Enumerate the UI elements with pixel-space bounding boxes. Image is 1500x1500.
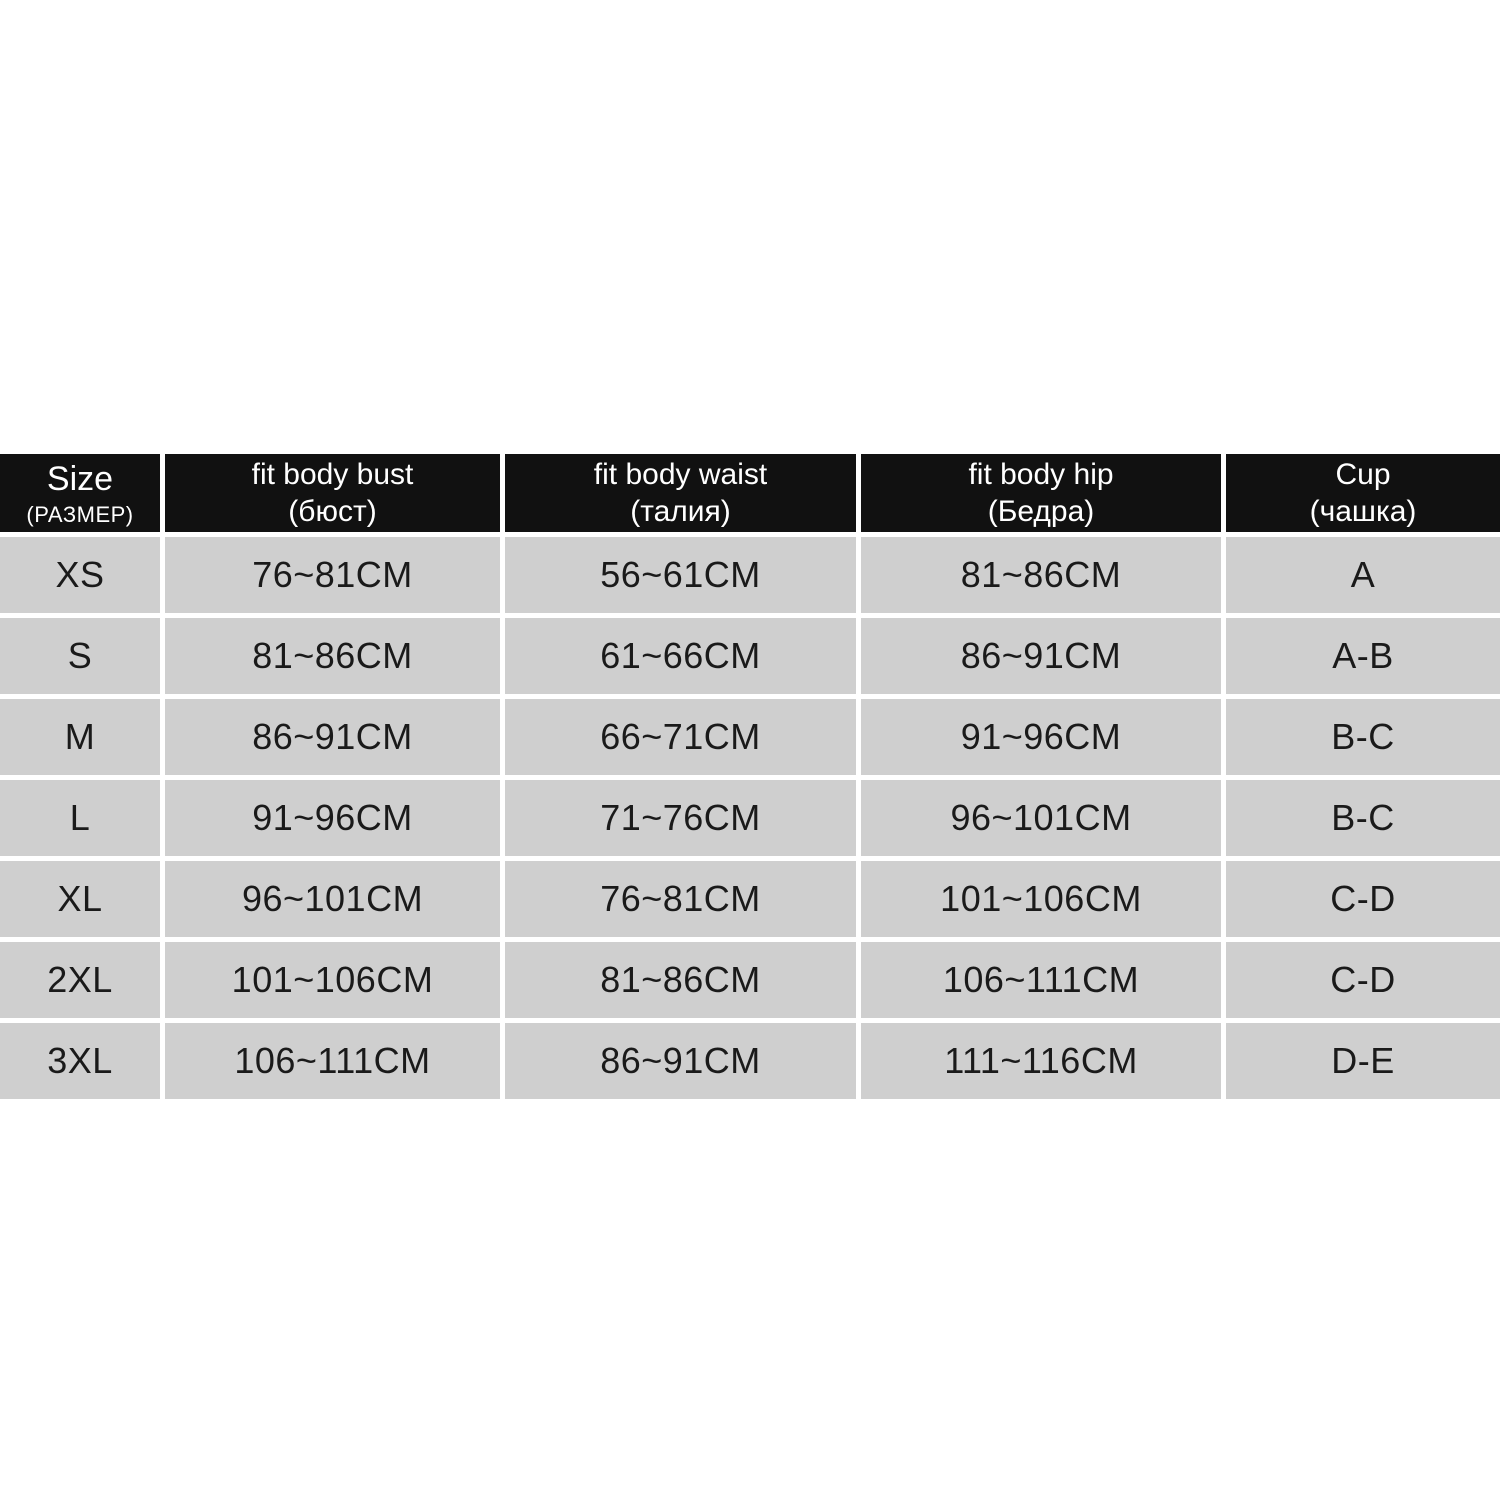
cell-hip: 96~101CM (861, 780, 1221, 856)
cell-waist: 76~81CM (505, 861, 856, 937)
table-row (0, 1023, 1500, 1099)
header-cup-sublabel: (чашка) (1309, 495, 1417, 528)
cell-bust: 91~96CM (165, 780, 500, 856)
header-hip-label: fit body hip (968, 457, 1114, 491)
cell-size: 2XL (0, 942, 160, 1018)
cell-cup: A-B (1226, 618, 1500, 694)
table-row (0, 537, 1500, 613)
cell-hip: 101~106CM (861, 861, 1221, 937)
cell-hip: 111~116CM (861, 1023, 1221, 1099)
table-row (0, 780, 1500, 856)
cell-hip: 81~86CM (861, 537, 1221, 613)
cell-waist: 66~71CM (505, 699, 856, 775)
cell-size: 3XL (0, 1023, 160, 1099)
cell-waist: 71~76CM (505, 780, 856, 856)
header-waist (505, 454, 856, 532)
cell-bust: 96~101CM (165, 861, 500, 937)
cell-waist: 86~91CM (505, 1023, 856, 1099)
header-waist-label: fit body waist (593, 457, 768, 491)
cell-cup: C-D (1226, 861, 1500, 937)
header-size-sublabel: (РАЗМЕР) (26, 501, 134, 527)
cell-size: XL (0, 861, 160, 937)
header-row (0, 454, 1500, 532)
cell-bust: 76~81CM (165, 537, 500, 613)
table-row (0, 861, 1500, 937)
cell-bust: 81~86CM (165, 618, 500, 694)
cell-bust: 106~111CM (165, 1023, 500, 1099)
table-row (0, 699, 1500, 775)
cell-cup: B-C (1226, 699, 1500, 775)
cell-size: S (0, 618, 160, 694)
header-size-label: Size (46, 460, 114, 498)
table-row (0, 942, 1500, 1018)
cell-bust: 86~91CM (165, 699, 500, 775)
table-header (0, 454, 1500, 532)
header-bust-label: fit body bust (251, 457, 414, 491)
size-chart-table (0, 449, 1500, 1104)
cell-size: XS (0, 537, 160, 613)
cell-cup: A (1226, 537, 1500, 613)
header-size (0, 454, 160, 532)
cell-cup: C-D (1226, 942, 1500, 1018)
table-body (0, 537, 1500, 1099)
cell-waist: 81~86CM (505, 942, 856, 1018)
header-hip (861, 454, 1221, 532)
cell-waist: 61~66CM (505, 618, 856, 694)
header-cup (1226, 454, 1500, 532)
header-bust-sublabel: (бюст) (288, 495, 377, 528)
cell-hip: 106~111CM (861, 942, 1221, 1018)
cell-bust: 101~106CM (165, 942, 500, 1018)
cell-size: M (0, 699, 160, 775)
cell-hip: 91~96CM (861, 699, 1221, 775)
cell-cup: D-E (1226, 1023, 1500, 1099)
header-waist-sublabel: (талия) (630, 495, 731, 528)
header-bust (165, 454, 500, 532)
table-row (0, 618, 1500, 694)
cell-cup: B-C (1226, 780, 1500, 856)
cell-size: L (0, 780, 160, 856)
cell-hip: 86~91CM (861, 618, 1221, 694)
header-cup-label: Cup (1335, 457, 1391, 491)
header-hip-sublabel: (Бедра) (987, 495, 1095, 528)
cell-waist: 56~61CM (505, 537, 856, 613)
